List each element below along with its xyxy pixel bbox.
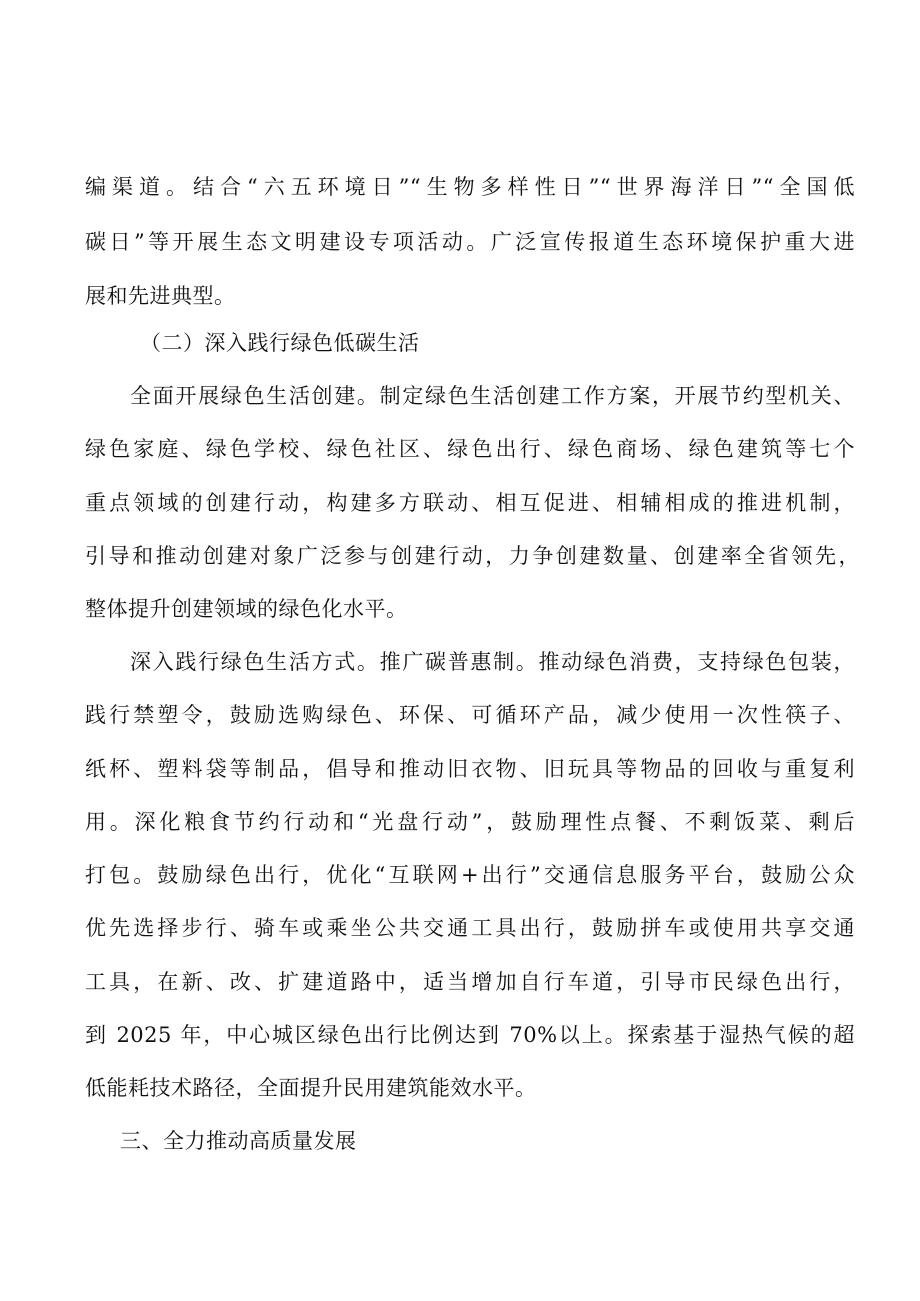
paragraph-line: 纸杯、塑料袋等制品，倡导和推动旧衣物、旧玩具等物品的回收与重复利 <box>85 757 855 781</box>
paragraph-line: 优先选择步行、骑车或乘坐公共交通工具出行，鼓励拼车或使用共享交通 <box>85 916 855 940</box>
paragraph-line: 深入践行绿色生活方式。推广碳普惠制。推动绿色消费，支持绿色包装， <box>130 650 855 674</box>
paragraph-line: 绿色家庭、绿色学校、绿色社区、绿色出行、绿色商场、绿色建筑等七个 <box>85 437 855 461</box>
paragraph-line: 重点领域的创建行动，构建多方联动、相互促进、相辅相成的推进机制， <box>85 491 855 515</box>
paragraph-line: 整体提升创建领域的绿色化水平。 <box>85 597 408 621</box>
subheading: （二）深入践行绿色低碳生活 <box>140 331 420 355</box>
paragraph-line: 践行禁塑令，鼓励选购绿色、环保、可循环产品，减少使用一次性筷子、 <box>85 703 855 727</box>
paragraph-line: 工具，在新、改、扩建道路中，适当增加自行车道，引导市民绿色出行， <box>85 970 855 994</box>
paragraph-line: 用。深化粮食节约行动和“光盘行动”，鼓励理性点餐、不剩饭菜、剩后 <box>85 810 855 834</box>
paragraph-line: 打包。鼓励绿色出行，优化“互联网+出行”交通信息服务平台，鼓励公众 <box>85 863 855 887</box>
paragraph-line: 展和先进典型。 <box>85 284 236 308</box>
paragraph-line: 低能耗技术路径，全面提升民用建筑能效水平。 <box>85 1076 537 1100</box>
section-heading: 三、全力推动高质量发展 <box>120 1129 357 1153</box>
paragraph-line: 到 2025 年，中心城区绿色出行比例达到 70%以上。探索基于湿热气候的超 <box>85 1023 855 1047</box>
paragraph-line: 碳日”等开展生态文明建设专项活动。广泛宣传报道生态环境保护重大进 <box>85 230 855 254</box>
paragraph-line: 全面开展绿色生活创建。制定绿色生活创建工作方案，开展节约型机关、 <box>130 384 855 408</box>
paragraph-line: 引导和推动创建对象广泛参与创建行动，力争创建数量、创建率全省领先， <box>85 544 860 568</box>
paragraph-line: 编渠道。结合“六五环境日”“生物多样性日”“世界海洋日”“全国低 <box>85 175 855 199</box>
